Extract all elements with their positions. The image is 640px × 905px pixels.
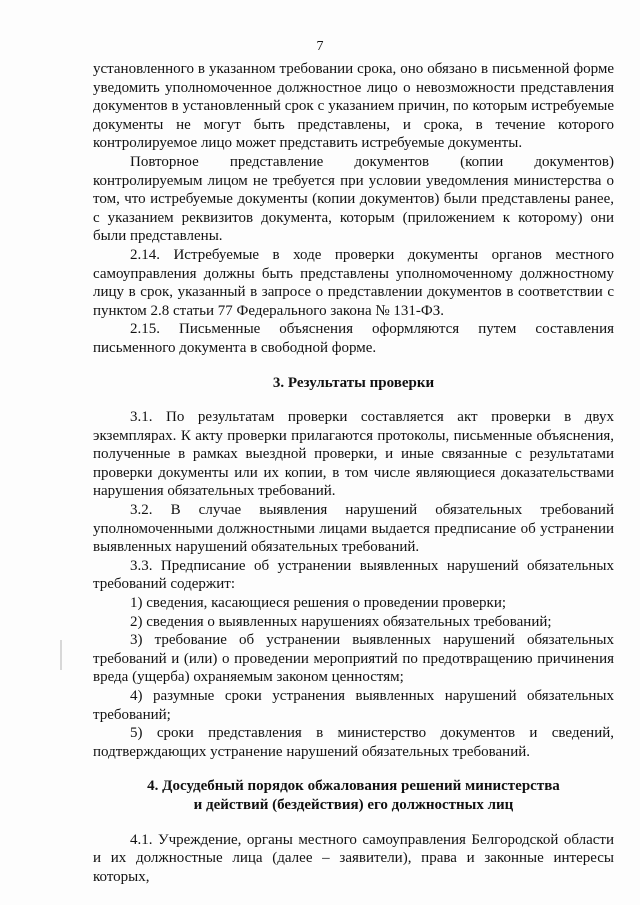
paragraph-4-1: 4.1. Учреждение, органы местного самоуправления Белгородской области и их должностные лица (далее – заявители), права и законные интересы которых,	[93, 831, 614, 885]
list-item-1: 1) сведения, касающиеся решения о проведении проверки;	[130, 595, 507, 612]
list-item-3: 3) требование об устранении выявленных нарушений обязательных требований и (или) о проведении мероприятий по предотвращению причинения вреда (ущерба) охраняемым законом ценностям;	[93, 632, 614, 686]
paragraph-2-15: 2.15. Письменные объяснения оформляются путем составления письменного документа в свободной форме.	[93, 321, 614, 356]
paragraph-continuation: установленного в указанном требовании срока, оно обязано в письменной форме уведомить уполномоченное должностное лицо о невозможности представления документов в установленный срок с указанием причин, по которым истребуемые документы не могут быть представлены, и срока, в течение которого контролируемое лицо может представить истребуемые документы.	[93, 61, 614, 152]
list-item-5: 5) сроки представления в министерство документов и сведений, подтверждающих устранение нарушений обязательных требований.	[93, 725, 614, 760]
paragraph-2-14: 2.14. Истребуемые в ходе проверки документы органов местного самоуправления должны быть представлены уполномоченному должностному лицу в срок, указанный в запросе о представлении документов в соответствии с пунктом 2.8 статьи 77 Федерального закона № 131-ФЗ.	[93, 246, 614, 319]
paragraph-3-3: 3.3. Предписание об устранении выявленных нарушений обязательных требований содержит:	[93, 557, 614, 593]
list-item-2: 2) сведения о выявленных нарушениях обязательных требований;	[130, 613, 552, 630]
paragraph-repeat-submission: Повторное представление документов (копии документов) контролируемым лицом не требуется при условии уведомления министерства о том, что истребуемые документы (копии документов) были представлены ранее, с указанием реквизитов документа, которым (приложением к которому) они были представлены.	[93, 153, 614, 245]
section-4-heading-line-2: и действий (бездействия) его должностных лиц	[193, 796, 514, 813]
section-4-heading	[93, 777, 614, 814]
section-4-heading-line-1: 4. Досудебный порядок обжалования решений министерства	[147, 778, 560, 795]
list-item-4: 4) разумные сроки устранения выявленных нарушений обязательных требований;	[93, 688, 614, 723]
section-3-heading: 3. Результаты проверки	[272, 374, 435, 391]
page-number: 7	[316, 39, 324, 54]
document-body	[93, 60, 614, 886]
scan-edge-mark	[60, 640, 62, 670]
paragraph-3-1: 3.1. По результатам проверки составляется акт проверки в двух экземплярах. К акту проверки прилагаются протоколы, письменные объяснения, полученные в рамках выездной проверки, и иные связанные с результатами проверки документы или их копии, в том числе являющиеся доказательствами нарушения обязательных требований.	[93, 409, 614, 500]
paragraph-3-2: 3.2. В случае выявления нарушений обязательных требований уполномоченными должностными лицами выдается предписание об устранении выявленных нарушений обязательных требований.	[93, 502, 614, 556]
